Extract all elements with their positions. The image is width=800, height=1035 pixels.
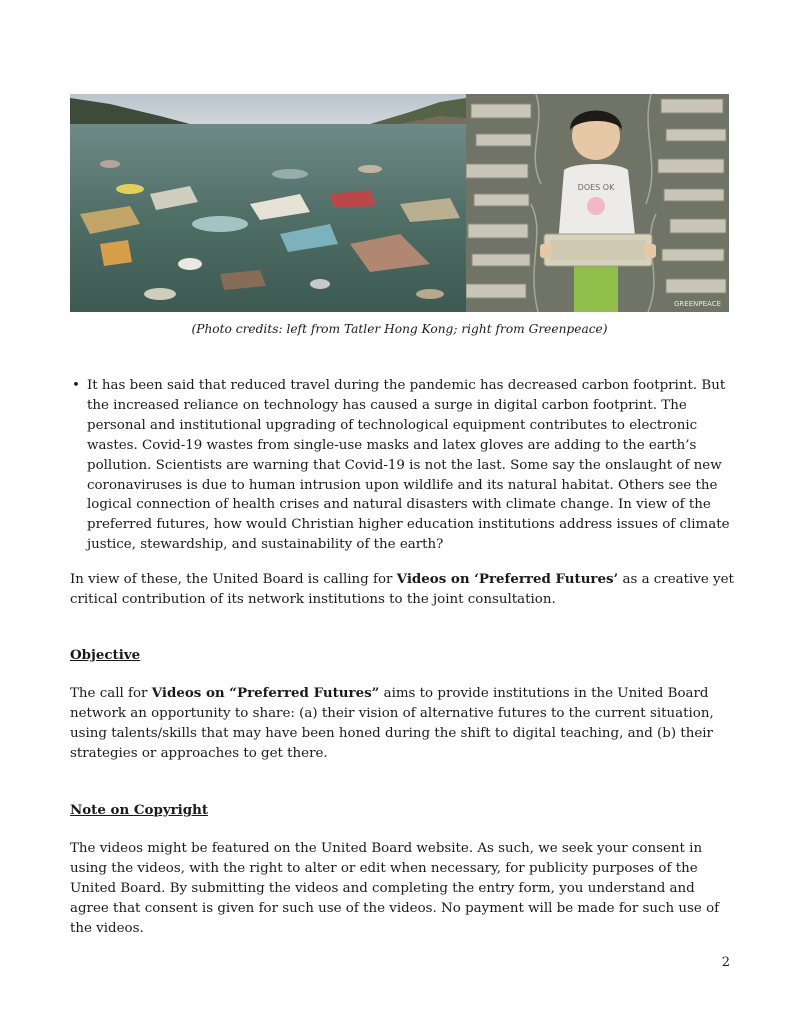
- intro-bold-title: Videos on ‘Preferred Futures’: [396, 571, 619, 587]
- shirt-text: DOES OK: [577, 183, 615, 192]
- child-with-keyboard-photo: [466, 94, 729, 312]
- greenpeace-watermark: GREENPEACE: [674, 300, 721, 308]
- copyright-heading: Note on Copyright: [70, 802, 209, 818]
- page-number: 2: [721, 955, 730, 970]
- bullet-marker: •: [72, 378, 80, 393]
- objective-paragraph: [70, 684, 735, 764]
- bullet-text: It has been said that reduced travel during the pandemic has decreased carbon footprint. But the increased reliance on technology has caused a surge in digital carbon footprint. The personal and institutional upgrading of technological equipment contributes to electronic wastes. Covid-19 wastes from single-use masks and latex gloves are adding to the earth’s pollution. Scientists are warning that Covid-19 is not the last. Some say the onslaught of new coronaviruses is due to human intrusion upon wildlife and its natural habitat. Others see the logical connection of health crises and natural disasters with climate change. In view of the preferred futures, how would Christian higher education institutions address issues of climate justice, stewardship, and sustainability of the earth?: [87, 378, 730, 553]
- objective-heading: Objective: [70, 647, 141, 663]
- intro-text-before: In view of these, the United Board is calling for: [70, 572, 397, 587]
- objective-text-before: The call for: [70, 686, 152, 701]
- polluted-sea-photo: [70, 94, 466, 312]
- photo-caption: (Photo credits: left from Tatler Hong Kong; right from Greenpeace): [191, 322, 608, 336]
- copyright-paragraph: The videos might be featured on the United Board website. As such, we seek your consent in using the videos, with the right to alter or edit when necessary, for publicity purposes of the United Board. By submitting the videos and completing the entry form, you understand and agree that consent is given for such use of the videos. No payment will be made for such use of the videos.: [70, 841, 720, 936]
- bullet-item: [70, 376, 730, 555]
- photo-row: [70, 94, 729, 312]
- objective-text-after: aims to provide institutions in the United Board network an opportunity to share: (a) their vision of alternative futures to the current situation, using talents/skills that may have been honed during the shift to digital teaching, and (b) their strategies or approaches to get there.: [70, 686, 714, 761]
- intro-text-after: as a creative yet critical contribution of its network institutions to the joint consultation.: [70, 572, 734, 607]
- intro-paragraph: [70, 570, 735, 610]
- objective-bold-title: Videos on “Preferred Futures”: [151, 685, 380, 701]
